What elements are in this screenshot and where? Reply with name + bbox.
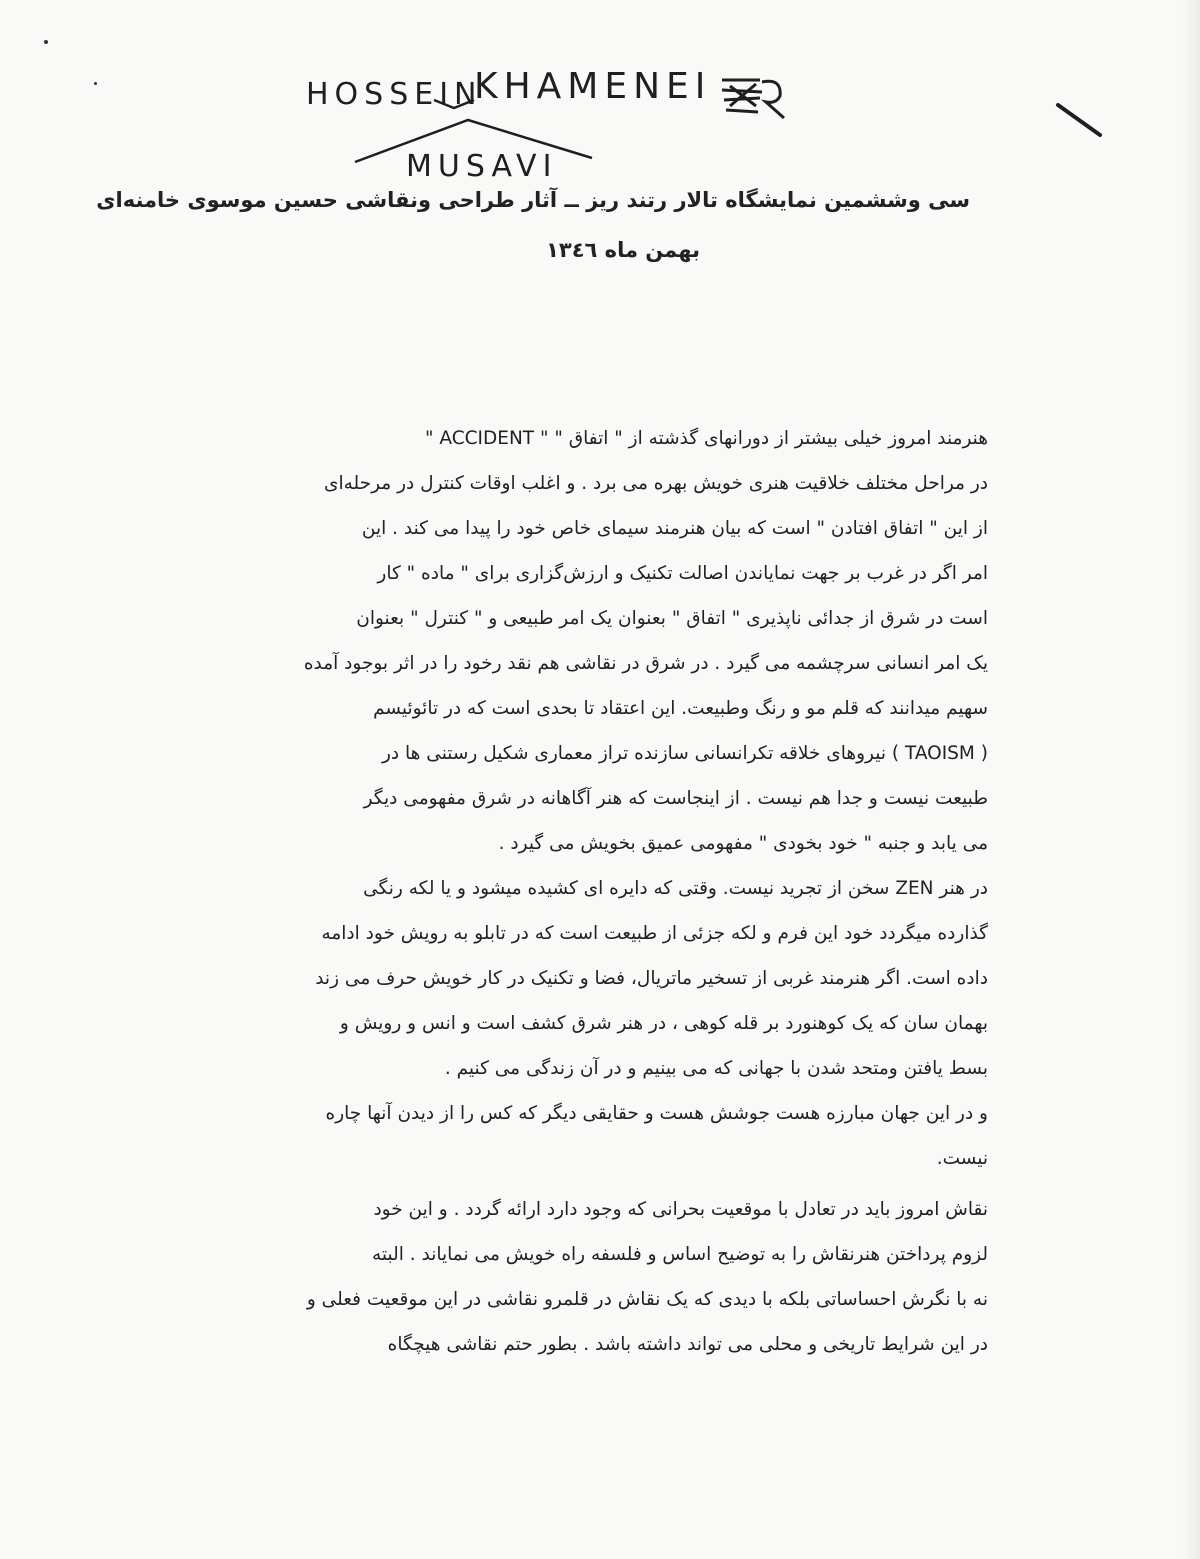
text-line: گذارده میگردد خود این فرم و لکه جزئی از طبیعت است که در تابلو به رویش خود ادامه xyxy=(321,923,988,944)
exhibition-title: سی وششمین نمایشگاه تالار رتند ریز ــ آثار طراحی ونقاشی حسین موسوی خامنه‌ای xyxy=(96,188,970,212)
text-line: بسط یافتن ومتحد شدن با جهانی که می بینیم و در آن زندگی می کنیم . xyxy=(444,1058,988,1079)
text-line: نقاش امروز باید در تعادل با موقعیت بحرانی که وجود دارد ارائه گردد . و این خود xyxy=(373,1199,988,1220)
page-edge-shadow xyxy=(1182,0,1200,1559)
text-line: لزوم پرداختن هنرنقاش را به توضیح اساس و فلسفه راه خویش می نمایاند . البته xyxy=(372,1244,988,1265)
text-line: ( TAOISM ) نیروهای خلاقه تکرانسانی سازنده تراز معماری شکیل رستنی ها در xyxy=(381,743,988,764)
paragraph xyxy=(180,416,988,866)
text-line: و در این جهان مبارزه هست جوشش هست و حقایقی دیگر که کس را از دیدن آنها چاره xyxy=(325,1103,988,1124)
text-line: نیست. xyxy=(936,1148,988,1169)
paragraph xyxy=(180,1091,988,1181)
handwritten-first-name: HOSSEIN xyxy=(306,77,483,112)
text-line: یک امر انسانی سرچشمه می گیرد . در شرق در نقاشی هم نقد رخود را در اثر بوجود آمده xyxy=(303,653,988,674)
text-line: در هنر ZEN سخن از تجرید نیست. وقتی که دایره ای کشیده میشود و یا لکه رنگی xyxy=(363,878,988,899)
text-line: سهیم میدانند که قلم مو و رنگ وطبیعت. این اعتقاد تا بحدی است که در تائوئیسم xyxy=(373,698,988,719)
text-line: از این " اتفاق افتادن " است که بیان هنرمند سیمای خاص خود را پیدا می کند . این xyxy=(361,518,988,539)
scribbled-out-text xyxy=(722,80,784,118)
exhibition-date: بهمن ماه ١٣٤٦ xyxy=(546,238,700,262)
text-line: امر اگر در غرب بر جهت نمایاندن اصالت تکنیک و ارزش‌گزاری برای " ماده " کار xyxy=(377,563,988,584)
text-line: می یابد و جنبه " خود بخودی " مفهومی عمیق بخویش می گیرد . xyxy=(498,833,988,854)
pen-mark xyxy=(1058,105,1100,135)
text-line: هنرمند امروز خیلی بیشتر از دورانهای گذشته از " اتفاق " " ACCIDENT " xyxy=(425,428,988,449)
handwritten-last-name: KHAMENEI xyxy=(474,66,712,107)
text-line: بهمان سان که یک کوهنورد بر قله کوهی ، در هنر شرق کشف است و انس و رویش و xyxy=(339,1013,988,1034)
text-line: طبیعت نیست و جدا هم نیست . از اینجاست که هنر آگاهانه در شرق مفهومی دیگر xyxy=(363,788,988,809)
handwritten-inserted-name: MUSAVI xyxy=(406,149,558,184)
text-line: است در شرق از جدائی ناپذیری " اتفاق " بعنوان یک امر طبیعی و " کنترل " بعنوان xyxy=(356,608,988,629)
document-body xyxy=(180,416,988,1367)
text-line: در مراحل مختلف خلاقیت هنری خویش بهره می برد . و اغلب اوقات کنترل در مرحله‌ای xyxy=(323,473,988,494)
text-line: نه با نگرش احساساتی بلکه با دیدی که یک نقاش در قلمرو نقاشی در این موقعیت فعلی و xyxy=(306,1289,988,1310)
paragraph xyxy=(180,866,988,1091)
text-line: داده است. اگر هنرمند غربی از تسخیر ماتریال، فضا و تکنیک در کار خویش حرف می زند xyxy=(315,968,988,989)
handwritten-artist-name xyxy=(0,0,1200,200)
text-line: در این شرایط تاریخی و محلی می تواند داشته باشد . بطور حتم نقاشی هیچگاه xyxy=(387,1334,988,1355)
paragraph xyxy=(180,1187,988,1367)
